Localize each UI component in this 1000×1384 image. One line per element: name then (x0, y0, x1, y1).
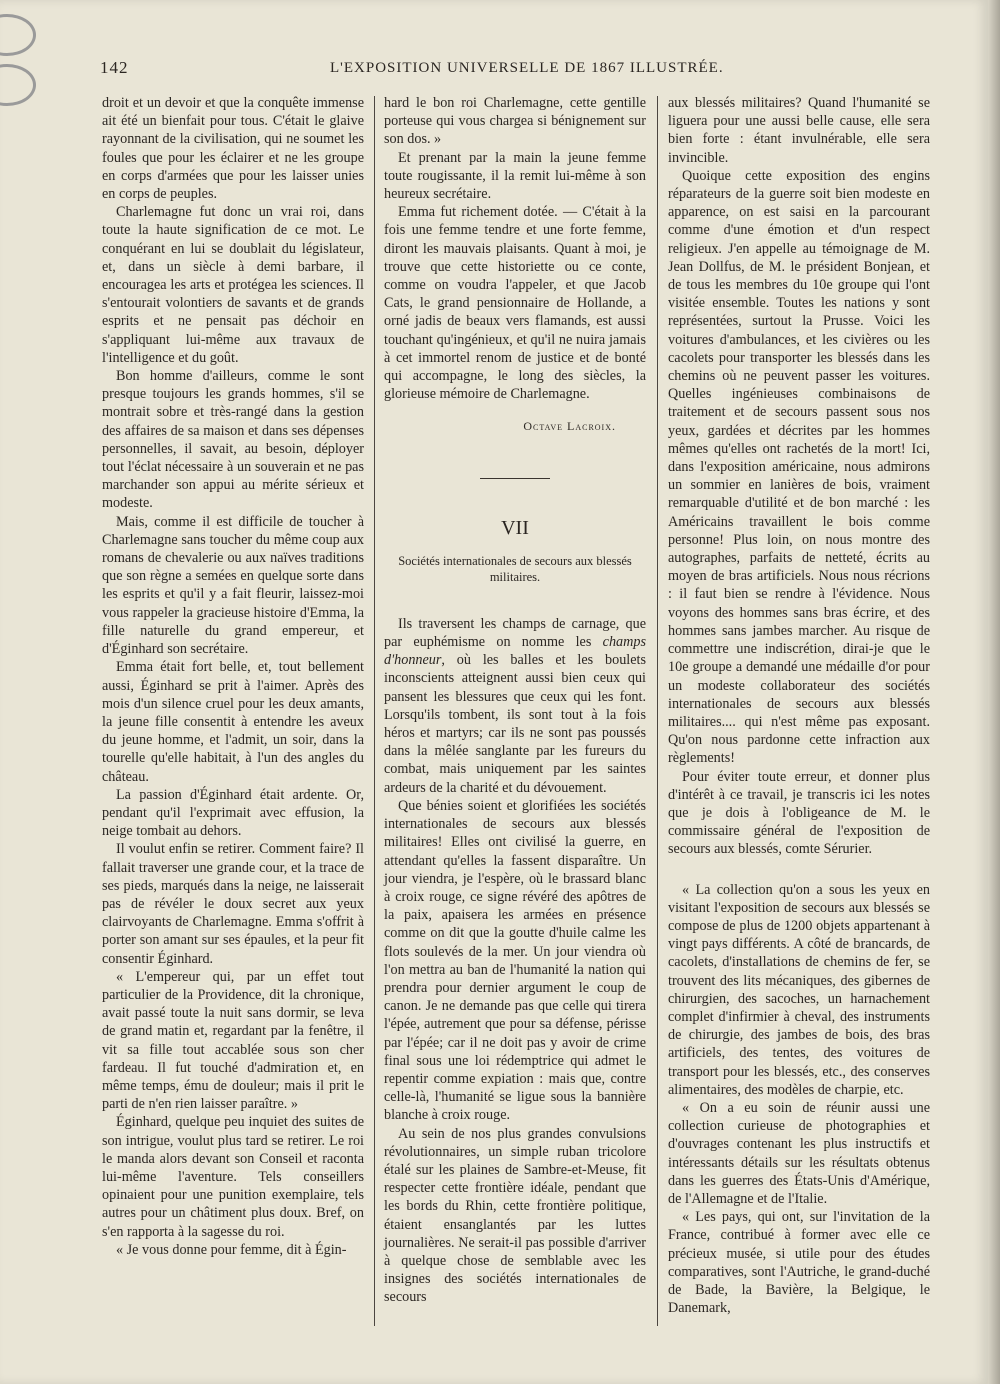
separator-rule (480, 478, 550, 479)
page-edge (988, 0, 1000, 1384)
column-1 (102, 94, 364, 1259)
paragraph: droit et un devoir et que la conquête immense ait été un bienfait pour tous. C'était le glaive rayonnant de la civilisation, qui ne soumet les foules que pour les éclairer et ne les groupe en corps d'armées que pour les laisser unies en corps de peuples. (102, 95, 364, 203)
paragraph: Mais, comme il est difficile de toucher à Charlemagne sans toucher du même coup aux romans de chevalerie ou aux naïves traditions que son règne a semées en quelque sorte dans les esprits et qu'il y a fait fleurir, laissez-moi vous rappeler la gracieuse histoire d'Emma, la fille naturelle du grand empereur, et d'Éginhard son secrétaire. (102, 513, 364, 658)
italic-phrase: champs d'honneur (384, 634, 646, 669)
quote-paragraph: « On a eu soin de réunir aussi une collection curieuse de photographies et d'ouvrages contenant les plus instructifs et intéressants détails sur les résultats obtenus dans les guerres des États-Unis d'Amérique, de l'Allemagne et de l'Italie. (668, 1099, 930, 1207)
paragraph: Emma fut richement dotée. — C'était à la fois une femme tendre et une forte femme, diront les mauvais plaisants. Quant à moi, je trouve que cette historiette ou ce conte, comme on voudra l'appeler, et que Jacob Cats, le grand pensionnaire de Hollande, a orné jadis de beaux vers flamands, est aussi touchant qu'ingénieux, et qu'il ne nuira jamais à cet immortel renom de justice et de bonté qui accompagne, le long des siècles, la glorieuse mémoire de Charlemagne. (384, 204, 646, 403)
spacer (668, 859, 930, 881)
section-title: Sociétés internationales de secours aux blessés militaires. (398, 553, 632, 584)
paragraph: Au sein de nos plus grandes convulsions révolutionnaires, un simple ruban tricolore étalé sur les plaines de Sambre-et-Meuse, fit respecter cette frontière idéale, pendant que les bords du Rhin, cette frontière politique, étaient ensanglantés par les luttes journalières. Ne serait-il pas possible d'arriver à quelque chose de semblable avec les insignes des sociétés internationales de secours (384, 1125, 646, 1306)
paragraph: Que bénies soient et glorifiées les sociétés internationales de secours aux blessés militaires! Elles ont civilisé la guerre, en attendant qu'elles la fassent disparaître. Un jour viendra, je l'espère, où le brassard blanc à croix rouge, ce signe révéré des apôtres de la paix, apaisera les armées en présence comme on dit que la goutte d'huile calme les flots soulevés de la mer. Un jour viendra où l'on mettra au ban de l'humanité la nation qui prendra pour dernier argument le coup de canon. Je ne demande pas que celle qui tirera l'épée, autrement que pour sa défense, périsse par l'épée; car il ne doit pas y avoir de crime final sous une loi rédemptrice qui admet le repentir comme expiation : mais que, contre celle-là, l'humanité se ligue sous la bannière blanche à croix rouge. (384, 797, 646, 1124)
text-run: , où les balles et les boulets inconscients atteignent aussi bien ceux qui pansent les blessures que ceux qui les font. Lorsqu'ils tombent, ils sont tout à la fois héros et martyrs; car ils ne sont pas poussés dans la mêlée sanglante par les fureurs du combat, mais uniquement par les saintes ardeurs de la charité et du dévouement. (384, 652, 646, 796)
paragraph: La passion d'Éginhard était ardente. Or, pendant qu'il l'exprimait avec effusion, la neige tombait au dehors. (102, 786, 364, 840)
column-rule (657, 96, 658, 1326)
paragraph: Éginhard, quelque peu inquiet des suites de son intrigue, voulut plus tard se retirer. Le roi le manda alors devant son Conseil et raconta lui-même l'aventure. Tels conseillers opinaient pour une punition exemplaire, tels autres pour un châtiment plus doux. Bref, on s'en rapporta à la sagesse du roi. (102, 1114, 364, 1240)
binding-rings (0, 0, 40, 1384)
section-number: VII (501, 516, 529, 539)
paragraph: hard le bon roi Charlemagne, cette gentille porteuse qui vous chargea si bénignement sur son dos. » (384, 95, 646, 148)
paragraph (384, 615, 646, 797)
text-run: Ils traversent les champs de carnage, que par euphémisme on nomme les (384, 615, 646, 651)
author-signature: Octave Lacroix. (523, 419, 616, 434)
quote-paragraph: « Les pays, qui ont, sur l'invitation de la France, contribué à former avec elle ce précieux musée, si utile pour des études comparatives, sont l'Autriche, le grand-duché de Bade, la Bavière, la Belgique, le Danemark, (668, 1209, 930, 1317)
paragraph: Et prenant par la main la jeune femme toute rougissante, il la remit lui-même à son heureux secrétaire. (384, 149, 646, 203)
paragraph: Quoique cette exposition des engins réparateurs de la guerre soit bien modeste en apparence, on est saisi en la parcourant comme d'une émotion et d'un respect religieux. J'en appelle au témoignage de M. Jean Dollfus, de M. le président Bonjean, et de tous les membres du 10e groupe qui l'ont visitée ensemble. Toutes les nations y sont représentées, surtout la Prusse. Voici les voitures d'ambulances, et les civières ou les cacolets pour transporter les blessés dans les chemins où ne peuvent passer les voitures. Quelles ingénieuses combinaisons de traitement et de secours passent sous nos yeux, gardées et décrites par les hommes mêmes qu'elles ont rachetés de la mort! Ici, dans l'exposition américaine, nous admirons un sommier en lanières de bois, vraiment remarquable d'utilité et de bon marché : les Américains travaillent le bois comme personne! Plus loin, on nous montre des autographes, parfaits de netteté, écrits au moyen de bras artificiels. Nous nous récrions : il faut bien se rendre à l'évidence. Nous voyons des hommes sans bras écrire, et des hommes sans jambes marcher. Au risque de commettre une indiscrétion, dirai-je que le 10e groupe a demandé une médaille d'or pour un modeste collaborateur des sociétés internationales de secours aux blessés militaires.... qui n'est même pas exposant. Qu'on nous pardonne cette infraction aux règlements! (668, 167, 930, 767)
ring-icon (0, 14, 36, 56)
paragraph: Il voulut enfin se retirer. Comment faire? Il fallait traverser une grande cour, et la trace de ses pieds, marqués dans la neige, ne laisserait pas de révéler le doux secret aux yeux clairvoyants de Charlemagne. Emma s'offrit à porter son amant sur ses épaules, et la peur fit consentir Éginhard. (102, 841, 364, 967)
paragraph: aux blessés militaires? Quand l'humanité se liguera pour une aussi belle cause, elle sera bien forte : étant invulnérable, elle sera invincible. (668, 95, 930, 166)
paragraph: Emma était fort belle, et, tout bellement aussi, Éginhard se prit à l'aimer. Après des mois d'un silence cruel pour les deux amants, la jeune fille consentit à entendre les aveux du jeune homme, et l'admit, un soir, dans la tourelle qu'elle habitait, à l'un des angles du château. (102, 659, 364, 785)
page-number: 142 (100, 58, 129, 77)
quote-paragraph: « La collection qu'on a sous les yeux en visitant l'exposition de secours aux blessés se compose de plus de 1200 objets appartenant à vingt pays différents. A côté de brancards, de cacolets, d'installations de chemins de fer, se trouvent des lits mécaniques, des gibernes de chirurgien, des sacoches, un harnachement complet d'infirmier à cheval, des instruments de chirurgie, des jambes de bois, des bras artificiels, des tentes, des voitures de transport pour les blessés, etc., des conserves alimentaires, des modèles de charpie, etc. (668, 881, 930, 1098)
paragraph: « L'empereur qui, par un effet tout particulier de la Providence, dit la chronique, avait passé toute la nuit sans dormir, se leva de grand matin et, regardant par la fenêtre, il vit sa fille tout accablée sous son cher fardeau. Il fut touché d'admiration et, en même temps, ému de douleur; mais il prit le parti de n'en rien laisser paraître. » (102, 968, 364, 1113)
ring-icon (0, 64, 36, 106)
column-rule (374, 96, 375, 1326)
paragraph: Bon homme d'ailleurs, comme le sont presque toujours les grands hommes, s'il se montrait sobre et très-rangé dans la gestion des affaires de sa maison et dans ses dépenses personnelles, il savait, au besoin, déployer tout l'éclat nécessaire à un souverain et ne pas marchander son appui au mérite sérieux et modeste. (102, 368, 364, 512)
paragraph: Charlemagne fut donc un vrai roi, dans toute la haute signification de ce mot. Le conquérant en lui se doublait du législateur, et, dans un siècle à demi barbare, il encouragea les arts et protégea les sciences. Il s'entourait volontiers de savants et de grands esprits et ne pensait pas déchoir en s'appliquant lui-même aux travaux de l'intelligence et du goût. (102, 204, 364, 366)
running-title: L'EXPOSITION UNIVERSELLE DE 1867 ILLUSTRÉE. (330, 60, 724, 76)
page-header (100, 58, 930, 84)
column-3 (668, 94, 930, 1317)
column-2 (384, 94, 646, 1307)
paragraph: Pour éviter toute erreur, et donner plus d'intérêt à ce travail, je transcris ici les notes que je dois à l'obligeance de M. le commissaire général de l'exposition de secours aux blessés, comte Sérurier. (668, 768, 930, 858)
paragraph: « Je vous donne pour femme, dit à Égin- (116, 1241, 347, 1258)
